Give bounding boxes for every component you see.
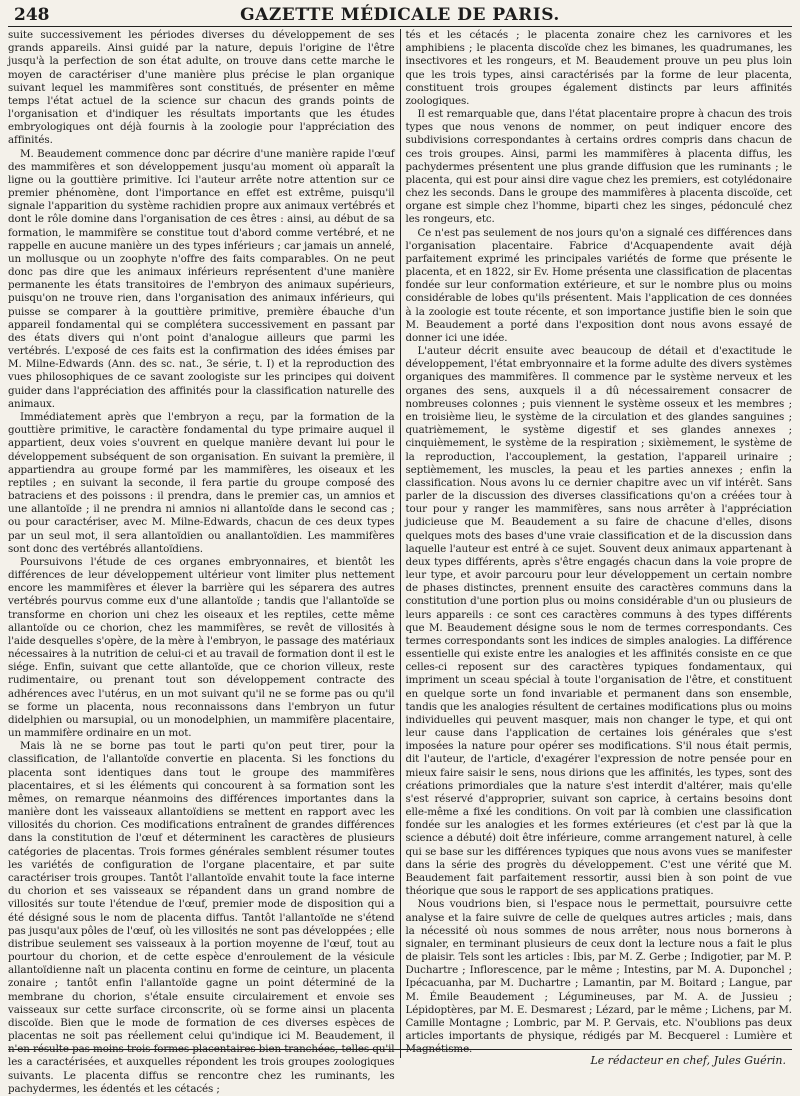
paragraph: Immédiatement après que l'embryon a reçu, par la formation de la gouttière primitive, le caractère fondamental du type primaire auquel il appartient, deux voies s'ouvrent en quelque manière devant lui pour le développement subséquent de son organisation. En suivant la première, il appartiendra au groupe formé par les mammifères, les oiseaux et les reptiles ; en suivant la seconde, il fera partie du groupe composé des batraciens et des poissons : il prendra, dans le premier cas, un amnios et une allantoïde ; il ne prendra ni amnios ni allantoïde dans le second cas ; ou pour caractériser, avec M. Milne-Edwards, chacun de ces deux types par un seul mot, il sera allantoïdien ou anallantoïdien. Les mammifères sont donc des vertébrés allantoïdiens. — [8, 410, 395, 555]
paragraph: L'auteur décrit ensuite avec beaucoup de détail et d'exactitude le développement, l'état embryonnaire et la forme adulte des divers systèmes organiques des mammifères. Il commence par le système nerveux et les organes des sens, auxquels il a dû nécessairement consacrer de nombreuses colonnes ; puis viennent le système osseux et les membres ; en troisième lieu, le système de la circulation et des glandes sanguines ; quatrièmement, le système digestif et ses glandes annexes ; cinquièmement, le système de la respiration ; sixièmement, le système de la reproduction, l'accouplement, la gestation, l'appareil urinaire ; septièmement, les muscles, la peau et les parties annexes ; enfin la classification. Nous avons lu ce dernier chapitre avec un vif intérêt. Sans parler de la discussion des diverses classifications qu'on a créées tour à tour pour y ranger les mammifères, sans nous arrêter à l'appréciation judicieuse que M. Beaudement a su faire de chacune d'elles, disons quelques mots des bases d'une vraie classification et de la discussion dans laquelle l'auteur est entré à ce sujet. Souvent deux animaux appartenant à deux types différents, après s'être engagés chacun dans la voie propre de leur type, et avoir parcouru pour leur développement un certain nombre de phases distinctes, prennent ensuite des caractères communs dans la constitution d'une portion plus ou moins considérable d'un ou plusieurs de leurs appareils : ce sont ces caractères communs à des types différents que M. Beaudement désigne sous le nom de termes correspondants. Ces termes correspondants sont les indices de simples analogies. La différence essentielle qui existe entre les analogies et les affinités consiste en ce que celles-ci reposent sur des caractères typiques fondamentaux, qui impriment un sceau spécial à toute l'organisation de l'être, et constituent en quelque sorte un fond invariable et permanent dans son ensemble, tandis que les analogies résultent de certaines modifications plus ou moins individuelles qui peuvent masquer, mais non changer le type, et qui ont leur cause dans l'application de certaines lois générales que s'est imposées la nature pour opérer ses modifications. S'il nous était permis, dit l'auteur, de l'article, d'exagérer l'expression de notre pensée pour en mieux faire saisir le sens, nous dirions que les affinités, les types, sont des créations primordiales que la nature s'est interdit d'altérer, mais qu'elle s'est réservé d'approprier, suivant son caprice, à certains besoins dont elle-même a fixé les conditions. On voit par là combien une classification fondée sur les analogies et les formes extérieures (et c'est par là que la science a débuté) doit être inférieure, comme arrangement naturel, à celle qui se base sur les différences typiques que nous avons vues se manifester dans la série des progrès du développement. C'est une vérité que M. Beaudement fait parfaitement ressortir, aussi bien à son point de vue théorique que sous le rapport de ses applications pratiques. — [405, 345, 792, 898]
paragraph: suite successivement les périodes diverses du développement de ses grands appareils. Ainsi guidé par la nature, depuis l'origine de l'être jusqu'à la perfection de son état adulte, on trouve dans cette marche le moyen de caractériser d'une manière plus précise le plan organique suivant lequel les mammifères sont constitués, de présenter en même temps l'état actuel de la science sur chacun des grands points de l'organisation et d'indiquer les résultats importants que les études embryologiques ont déjà fournis à la zoologie pour l'appréciation des affinités. — [8, 29, 395, 147]
page-number: 248 — [14, 5, 50, 25]
paragraph: Mais là ne se borne pas tout le parti qu'on peut tirer, pour la classification, de l'allantoïde convertie en placenta. Si les fonctions du placenta sont identiques dans tout le groupe des mammifères placentaires, et si les éléments qui concourent à sa formation sont les mêmes, on remarque néanmoins des différences importantes dans la manière dont les vaisseaux allantoïdiens se mettent en rapport avec les villosités du chorion. Ces modifications entraînent de grandes différences dans la constitution de l'œuf et déterminent les caractères de plusieurs catégories de placentas. Trois formes générales semblent résumer toutes les variétés de configuration de l'organe placentaire, et par suite caractériser trois groupes. Tantôt l'allantoïde envahit toute la face interne du chorion et ses vaisseaux se répandent dans un grand nombre de villosités sur toute l'étendue de l'œuf, premier mode de disposition qui a été désigné sous le nom de placenta diffus. Tantôt l'allantoïde ne s'étend pas jusqu'aux pôles de l'œuf, où les villosités ne sont pas développées ; elle distribue seulement ses vaisseaux à la portion moyenne de l'œuf, tout au pourtour du chorion, et de cette espèce d'enroulement de la vésicule allantoïdienne naît un placenta continu en forme de ceinture, un placenta zonaire ; tantôt enfin l'allantoïde gagne un point déterminé de la membrane du chorion, s'étale ensuite circulairement et envoie ses vaisseaux sur cette surface circonscrite, où se forme ainsi un placenta discoïde. Bien que le mode de formation de ces diverses espèces de placentas ne soit pas réellement celui qu'indique ici M. Beaudement, il n'en résulte pas moins trois formes placentaires bien tranchées, telles qu'il les a caractérisées, et auxquelles répondent les trois groupes zoologiques suivants. Le placenta diffus se rencontre chez les ruminants, les pachydermes, les édentés et les cétacés ; — [8, 740, 395, 1095]
paragraph: tés et les cétacés ; le placenta zonaire chez les carnivores et les amphibiens ; le placenta discoïde chez les bimanes, les quadrumanes, les insectivores et les rongeurs, et M. Beaudement prouve un peu plus loin que les trois types, ainsi caractérisés par la forme de leur placenta, constituent trois groupes également distincts par leurs affinités zoologiques. — [405, 29, 792, 107]
paragraph: Nous voudrions bien, si l'espace nous le permettait, poursuivre cette analyse et la faire suivre de celle de quelques autres articles ; mais, dans la nécessité où nous sommes de nous arrêter, nous nous bornerons à signaler, en terminant plusieurs de ceux dont la lecture nous a fait le plus de plaisir. Tels sont les articles : Ibis, par M. Z. Gerbe ; Indigotier, par M. P. Duchartre ; Inflorescence, par le même ; Intestins, par M. A. Duponchel ; Ipécacuanha, par M. Duchartre ; Lamantin, par M. Boitard ; Langue, par M. Émile Beaudement ; Légumineuses, par M. A. de Jussieu ; Lépidoptères, par M. E. Desmarest ; Lézard, par le même ; Lichens, par M. Camille Montagne ; Lombric, par M. P. Gervais, etc. N'oublions pas deux articles importants de physique, rédigés par M. Becquerel : Lumière et Magnétisme. — [405, 898, 792, 1056]
paragraph: Poursuivons l'étude de ces organes embryonnaires, et bientôt les différences de leur développement ultérieur vont limiter plus nettement encore les mammifères et élever la barrière qui les séparera des autres vertébrés pourvus comme eux d'une allantoïde ; tandis que l'allantoïde se transforme en chorion uni chez les oiseaux et les reptiles, cette même allantoïde ou ce chorion, chez les mammifères, se revêt de villosités à l'aide desquelles s'opère, de la mère à l'embryon, le passage des matériaux nécessaires à la nutrition de celui-ci et au travail de formation dont il est le siége. Enfin, suivant que cette allantoïde, que ce chorion villeux, reste rudimentaire, ou prenant tout son développement contracte des adhérences avec l'utérus, en un mot suivant qu'il ne se forme pas ou qu'il se forme un placenta, nous reconnaissons dans l'embryon un futur didelphien ou marsupial, ou un monodelphien, un mammifère placentaire, un mammifère ordinaire en un mot. — [8, 555, 395, 740]
paragraph: M. Beaudement commence donc par décrire d'une manière rapide l'œuf des mammifères et son développement jusqu'au moment où apparaît la ligne ou la gouttière primitive. Ici l'auteur arrête notre attention sur ce premier phénomène, dont l'importance en effet est extrême, puisqu'il signale l'apparition du système rachidien propre aux animaux vertébrés et dont le rôle domine dans l'organisation de ces êtres : ainsi, au début de sa formation, le mammifère se constitue tout d'abord comme vertébré, et ne rappelle en aucune manière un des types inférieurs ; car jamais un annelé, un mollusque ou un zoophyte n'offre des faits comparables. On ne peut donc pas dire que les animaux inférieurs représentent d'une manière permanente les états transitoires de l'embryon des animaux supérieurs, puisqu'on ne trouve rien, dans l'organisation des animaux inférieurs, qui puisse se comparer à la gouttière primitive, première ébauche d'un appareil fondamental qui se complétera successivement en passant par des états divers qui n'ont point d'analogue ailleurs que parmi les vertébrés. L'exposé de ces faits est la confirmation des idées émises par M. Milne-Edwards (Ann. des sc. nat., 3e série, t. I) et la reproduction des vues philosophiques de ce savant zoologiste sur les principes qui doivent guider dans l'appréciation des affinités pour la classification naturelle des animaux. — [8, 147, 395, 410]
right-column — [405, 29, 792, 1058]
column-divider — [400, 29, 401, 1058]
paragraph: Il est remarquable que, dans l'état placentaire propre à chacun des trois types que nous venons de nommer, on peut indiquer encore des subdivisions correspondantes à certains ordres compris dans chacun de ces trois groupes. Ainsi, parmi les mammifères à placenta diffus, les pachydermes présentent une plus grande diffusion que les ruminants ; le placenta, qui est pour ainsi dire vague chez les premiers, est cotylédonaire chez les seconds. Dans le groupe des mammifères à placenta discoïde, cet organe est simple chez l'homme, biparti chez les singes, pédonculé chez les rongeurs, etc. — [405, 108, 792, 226]
page-footer — [8, 1049, 792, 1074]
page-header — [8, 4, 792, 27]
left-column — [8, 29, 395, 1095]
paragraph: Ce n'est pas seulement de nos jours qu'on a signalé ces différences dans l'organisation placentaire. Fabrice d'Acquapendente avait déjà parfaitement exprimé les principales variétés de forme que présente le placenta, et en 1822, sir Ev. Home présenta une classification de placentas fondée sur leur conformation extérieure, et sur le nombre plus ou moins considérable de lobes qu'ils présentent. Mais l'application de ces données à la zoologie est toute récente, et son importance justifie bien le soin que M. Beaudement a porté dans l'exposition dont nous avons essayé de donner ici une idée. — [405, 226, 792, 344]
editor-signature: Le rédacteur en chef, Jules Guérin. — [590, 1054, 786, 1067]
masthead-title: GAZETTE MÉDICALE DE PARIS. — [240, 5, 560, 25]
